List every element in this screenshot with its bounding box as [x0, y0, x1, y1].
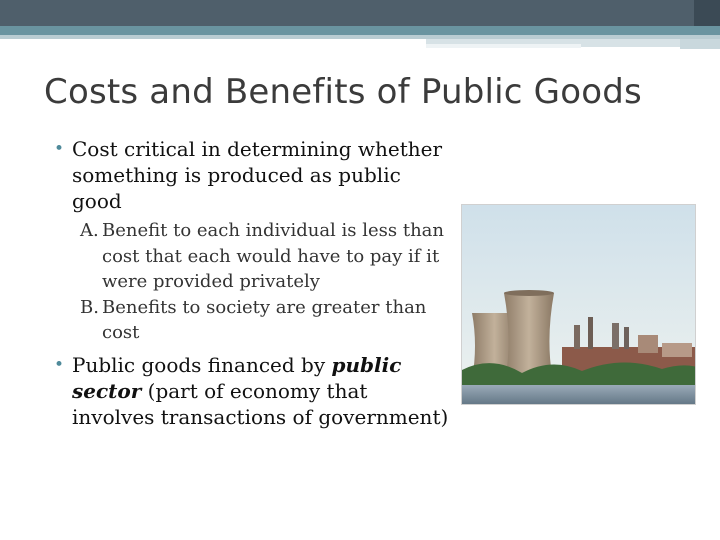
sub-item-marker: B.	[80, 296, 99, 318]
accent-corner-bar	[680, 39, 720, 49]
sub-item	[52, 218, 452, 295]
header-band	[0, 0, 720, 26]
accent-stripe	[0, 26, 720, 35]
bullet-text-start: Public goods financed by	[72, 352, 332, 377]
bullet-text: Cost critical in determining whether something is produced as public good	[72, 137, 443, 213]
sub-item-text: Benefit to each individual is less than cost that each would have to pay if it were provided privately	[102, 220, 445, 292]
sub-item-text: Benefits to society are greater than cost	[102, 296, 427, 343]
industrial-cooling-towers-photo	[461, 204, 696, 405]
cooling-tower	[504, 293, 554, 375]
bullet-item	[52, 136, 452, 214]
water	[462, 385, 696, 405]
emphasis-text: public sector	[72, 352, 402, 403]
bullet-text-end: (part of economy that involves transactions of government)	[72, 378, 449, 429]
slide-body	[52, 136, 452, 430]
accent-bar-highlight	[426, 44, 581, 48]
header-corner-block	[694, 0, 720, 26]
bullet-icon: •	[54, 354, 65, 375]
sub-item-marker: A.	[80, 220, 99, 241]
slide-title: Costs and Benefits of Public Goods	[44, 72, 642, 112]
bullet-item	[52, 352, 452, 430]
bullet-icon: •	[54, 139, 65, 159]
sub-item	[52, 295, 452, 346]
